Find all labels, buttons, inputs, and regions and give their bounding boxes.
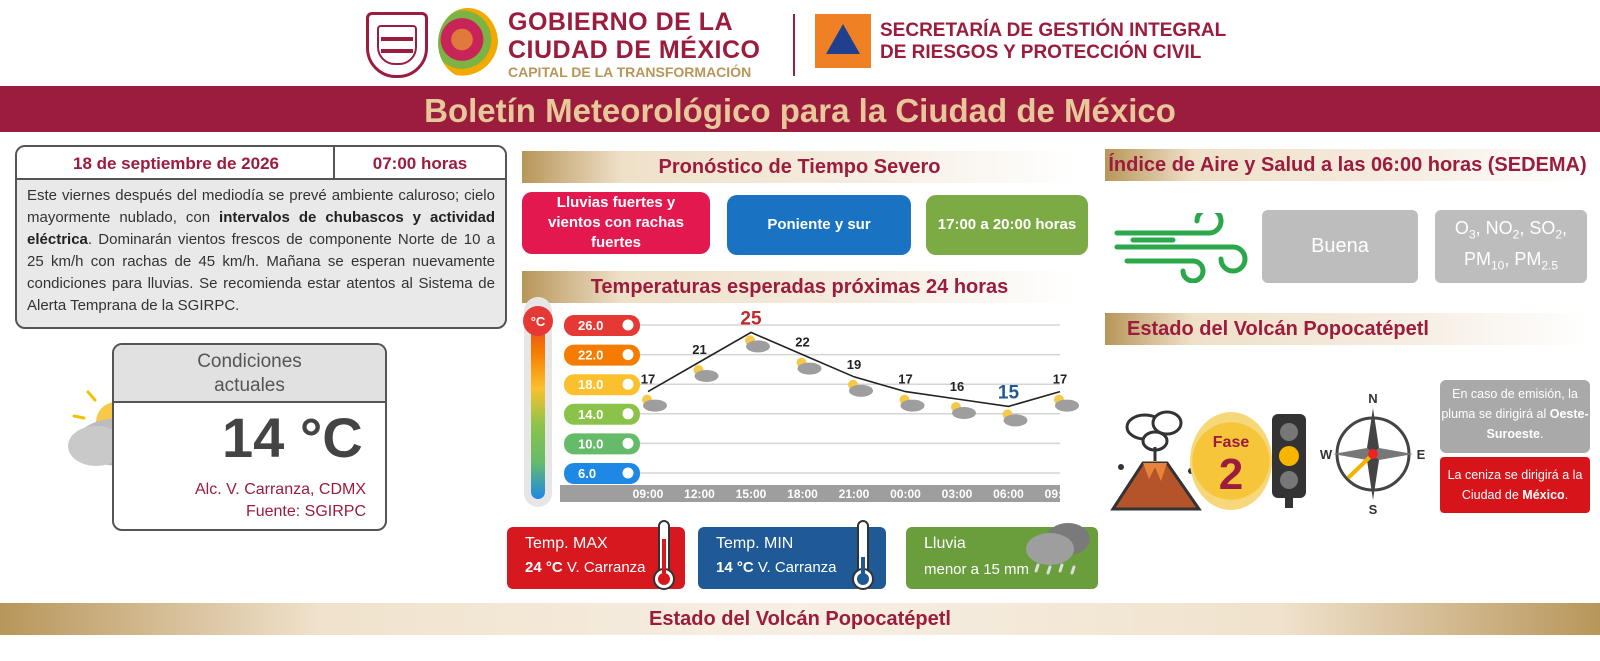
x-tick-label: 15:00 bbox=[735, 487, 767, 501]
thermometer-unit: °C bbox=[530, 314, 546, 329]
wind-icon bbox=[1113, 213, 1253, 283]
x-tick-label: 21:00 bbox=[838, 487, 870, 501]
scale-dot bbox=[623, 468, 634, 479]
air-pollutants: $O_3$, $NO_2$, $SO_2$, $PM_{10}$, $PM_{2.5}$ bbox=[1435, 210, 1587, 283]
data-label: 22 bbox=[795, 334, 810, 350]
current-conditions-card bbox=[112, 343, 387, 531]
current-temperature: 14 °C bbox=[222, 406, 363, 469]
severe-hours: 17:00 a 20:00 horas bbox=[926, 195, 1088, 255]
gob-line1: GOBIERNO DE LA bbox=[508, 8, 734, 36]
plume-direction-box: En caso de emisión, la pluma se dirigirá al Oeste-Suroeste. bbox=[1440, 380, 1590, 453]
title-band bbox=[0, 86, 1600, 132]
pollutant-0: $O_3$ bbox=[1454, 217, 1476, 242]
proteccion-civil-triangle-icon bbox=[826, 24, 860, 54]
secretaria-line1: SECRETARÍA DE GESTIÓN INTEGRAL bbox=[880, 20, 1227, 41]
x-tick-label: 09:00 bbox=[632, 487, 664, 501]
bulletin-description: Este viernes después del mediodía se prevé ambiente caluroso; cielo mayormente nublado, con intervalos de chubascos y actividad eléctrica. Dominarán vientos frescos de componente Norte de 10 a 25 km/h con rachas de 45 km/h. Mañana se esperan nuevamente condiciones para lluvias. Se recomienda estar atentos al Sistema de Alerta Temprana de la SGIRPC. bbox=[27, 187, 496, 314]
scale-dot bbox=[623, 349, 634, 360]
thermometer-icon bbox=[848, 519, 878, 593]
weather-icon bbox=[642, 395, 667, 412]
data-label: 17 bbox=[640, 371, 656, 387]
rain-card bbox=[906, 527, 1098, 589]
data-label: 17 bbox=[898, 371, 913, 387]
data-label: 19 bbox=[846, 356, 862, 372]
secretaria-line2: DE RIESGOS Y PROTECCIÓN CIVIL bbox=[880, 42, 1202, 63]
bulletin-time: 07:00 horas bbox=[372, 154, 468, 173]
current-location: Alc. V. Carranza, CDMX bbox=[194, 481, 366, 498]
x-tick-label: 00:00 bbox=[890, 487, 921, 501]
weather-icon bbox=[745, 335, 770, 352]
pollutant-3: $PM_{10}$ bbox=[1463, 248, 1505, 273]
weather-icon bbox=[1054, 395, 1079, 412]
scale-label: 26.0 bbox=[578, 318, 604, 333]
compass-north: N bbox=[1368, 392, 1378, 406]
scale-label: 22.0 bbox=[578, 347, 604, 363]
cdmx-heart-logo bbox=[438, 8, 498, 78]
scale-dot bbox=[623, 379, 634, 390]
scale-dot bbox=[623, 408, 634, 419]
min-temp-card bbox=[698, 527, 886, 589]
scale-label: 18.0 bbox=[578, 377, 604, 393]
weather-icon bbox=[694, 365, 719, 382]
thermometer-gradient bbox=[531, 315, 545, 499]
rain-label: Lluvia bbox=[924, 535, 966, 552]
rain-value: menor a 15 mm bbox=[924, 561, 1030, 578]
volcano-phase-number: 2 bbox=[1218, 450, 1244, 499]
current-conditions-header: Condiciones actuales bbox=[114, 345, 385, 403]
min-temp-label: Temp. MIN bbox=[716, 535, 794, 552]
data-label: 25 bbox=[740, 308, 762, 330]
weather-icon bbox=[951, 402, 976, 419]
pollutant-4: $PM_{2.5}$ bbox=[1514, 248, 1559, 273]
thermometer-icon bbox=[649, 519, 679, 593]
data-label: 15 bbox=[997, 382, 1020, 404]
scale-label: 10.0 bbox=[578, 436, 604, 452]
cdmx-shield-logo bbox=[366, 12, 428, 78]
x-tick-label: 09:00 bbox=[1044, 487, 1076, 501]
x-tick-label: 12:00 bbox=[684, 487, 715, 501]
scale-dot bbox=[623, 320, 634, 331]
data-label: 17 bbox=[1052, 371, 1068, 387]
min-temp-place: V. Carranza bbox=[757, 559, 837, 576]
header-divider bbox=[793, 14, 795, 76]
weather-icon bbox=[797, 358, 822, 375]
temperature-chart bbox=[520, 295, 1080, 517]
data-label: 16 bbox=[949, 379, 965, 394]
pollutant-1: $NO_2$ bbox=[1485, 217, 1520, 242]
max-temp-value: 24 °C bbox=[525, 559, 563, 576]
header bbox=[0, 0, 1600, 84]
severe-zone: Poniente y sur bbox=[727, 195, 911, 255]
compass-south: S bbox=[1368, 502, 1378, 516]
scale-dot bbox=[623, 438, 634, 449]
current-source: Fuente: SGIRPC bbox=[245, 503, 366, 520]
bulletin-date: 18 de septiembre de 2026 bbox=[72, 154, 279, 173]
weather-icon bbox=[848, 380, 873, 397]
max-temp-place: V. Carranza bbox=[566, 559, 646, 576]
gob-line2: CIUDAD DE MÉXICO bbox=[508, 36, 761, 64]
pollutant-2: $SO_2$ bbox=[1529, 217, 1563, 242]
scale-label: 14.0 bbox=[578, 406, 604, 422]
min-temp-value: 14 °C bbox=[716, 559, 754, 576]
compass-east: E bbox=[1416, 447, 1426, 462]
weather-icon bbox=[1003, 409, 1028, 426]
traffic-light-icon bbox=[1268, 410, 1310, 510]
compass-west: W bbox=[1319, 447, 1333, 462]
bulletin-date-row bbox=[17, 147, 505, 180]
data-label: 21 bbox=[692, 342, 707, 357]
max-temp-label: Temp. MAX bbox=[525, 535, 608, 552]
footer-title: Estado del Volcán Popocatépetl bbox=[649, 608, 951, 630]
volcano-phase-label: Fase bbox=[1212, 434, 1250, 451]
air-quality-value: Buena bbox=[1262, 210, 1418, 283]
x-tick-label: 03:00 bbox=[941, 487, 973, 501]
scale-label: 6.0 bbox=[578, 466, 597, 481]
air-header: Índice de Aire y Salud a las 06:00 horas (SEDEMA) bbox=[1105, 149, 1590, 181]
severe-header: Pronóstico de Tiempo Severo bbox=[522, 151, 1077, 183]
severe-phenomenon: Lluvias fuertes y vientos con rachas fuertes bbox=[522, 192, 710, 254]
x-tick-label: 18:00 bbox=[787, 487, 818, 501]
volcano-header: Estado del Volcán Popocatépetl bbox=[1105, 313, 1590, 345]
compass-icon bbox=[1318, 392, 1428, 516]
weather-icon bbox=[900, 395, 925, 412]
x-tick-label: 06:00 bbox=[993, 487, 1024, 501]
footer-band bbox=[0, 603, 1600, 635]
rain-cloud-icon bbox=[1022, 519, 1096, 579]
gob-slogan: CAPITAL DE LA TRANSFORMACIÓN bbox=[508, 64, 752, 80]
temperature-chart-header: Temperaturas esperadas próximas 24 horas bbox=[522, 271, 1077, 303]
ash-direction-box: La ceniza se dirigirá a la Ciudad de México. bbox=[1440, 457, 1590, 513]
page-title: Boletín Meteorológico para la Ciudad de México bbox=[424, 92, 1176, 129]
bulletin-box bbox=[15, 145, 507, 329]
max-temp-card bbox=[507, 527, 685, 589]
volcano-phase-badge bbox=[1190, 412, 1272, 510]
